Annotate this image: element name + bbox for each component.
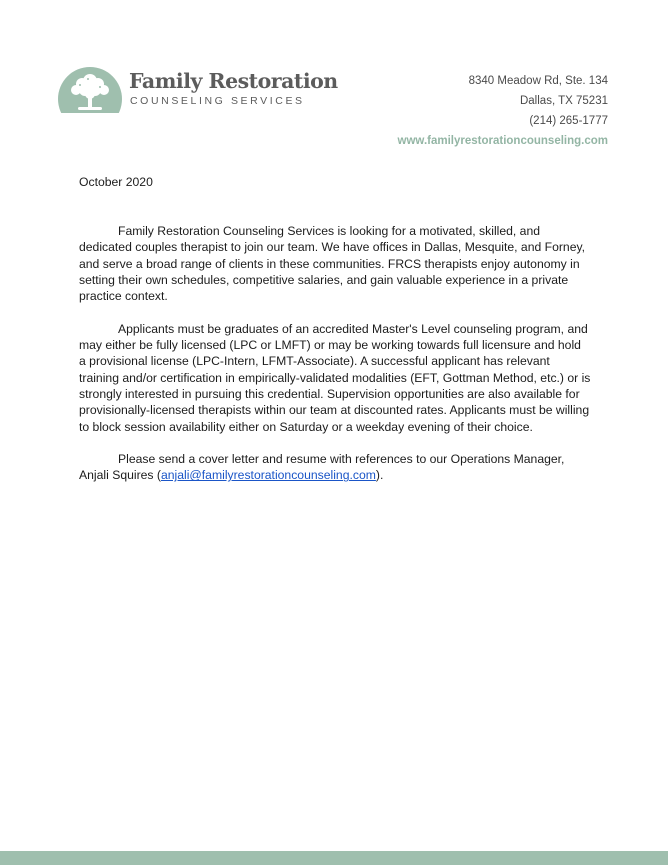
logo-subtitle: COUNSELING SERVICES [130, 95, 305, 107]
phone-number: (214) 265-1777 [529, 115, 608, 127]
paragraph-3-text: Please send a cover letter and resume with references to our Operations Manager, Anjali Squires ( [79, 452, 565, 483]
paragraph-3-end: ). [375, 468, 384, 483]
paragraph-1: Family Restoration Counseling Services is looking for a motivated, skilled, and dedicated couples therapist to join our team. We have offices in Dallas, Mesquite, and Forney, and serve a broad range of clients in these communities. FRCS therapists enjoy autonomy in setting their own schedules, competitive salaries, and gain valuable experience in a private practice context. [79, 224, 586, 304]
letter-date: October 2020 [79, 175, 153, 189]
website-link[interactable]: www.familyrestorationcounseling.com [397, 135, 608, 147]
logo-title: Family Restoration [129, 69, 338, 93]
letter-body [79, 223, 591, 500]
company-logo [58, 65, 338, 117]
contact-block [398, 71, 608, 151]
address-line-1: 8340 Meadow Rd, Ste. 134 [468, 75, 608, 87]
paragraph-3 [79, 451, 591, 484]
email-link[interactable]: anjali@familyrestorationcounseling.com [160, 468, 376, 483]
tree-icon [58, 65, 122, 117]
footer-bar [0, 851, 668, 865]
address-line-2: Dallas, TX 75231 [519, 95, 608, 107]
paragraph-2: Applicants must be graduates of an accredited Master's Level counseling program, and may either be fully licensed (LPC or LMFT) or may be working towards full licensure and hold a provisional license (LPC-Intern, LFMT-Associate). A successful applicant has relevant training and/or certification in empirically-validated modalities (EFT, Gottman Method, etc.) or is strongly interested in pursuing this credential. Supervision opportunities are also available for provisionally-licensed therapists within our team at discounted rates. Applicants must be willing to block session availability either on Saturday or a weekday evening of their choice. [79, 321, 591, 434]
